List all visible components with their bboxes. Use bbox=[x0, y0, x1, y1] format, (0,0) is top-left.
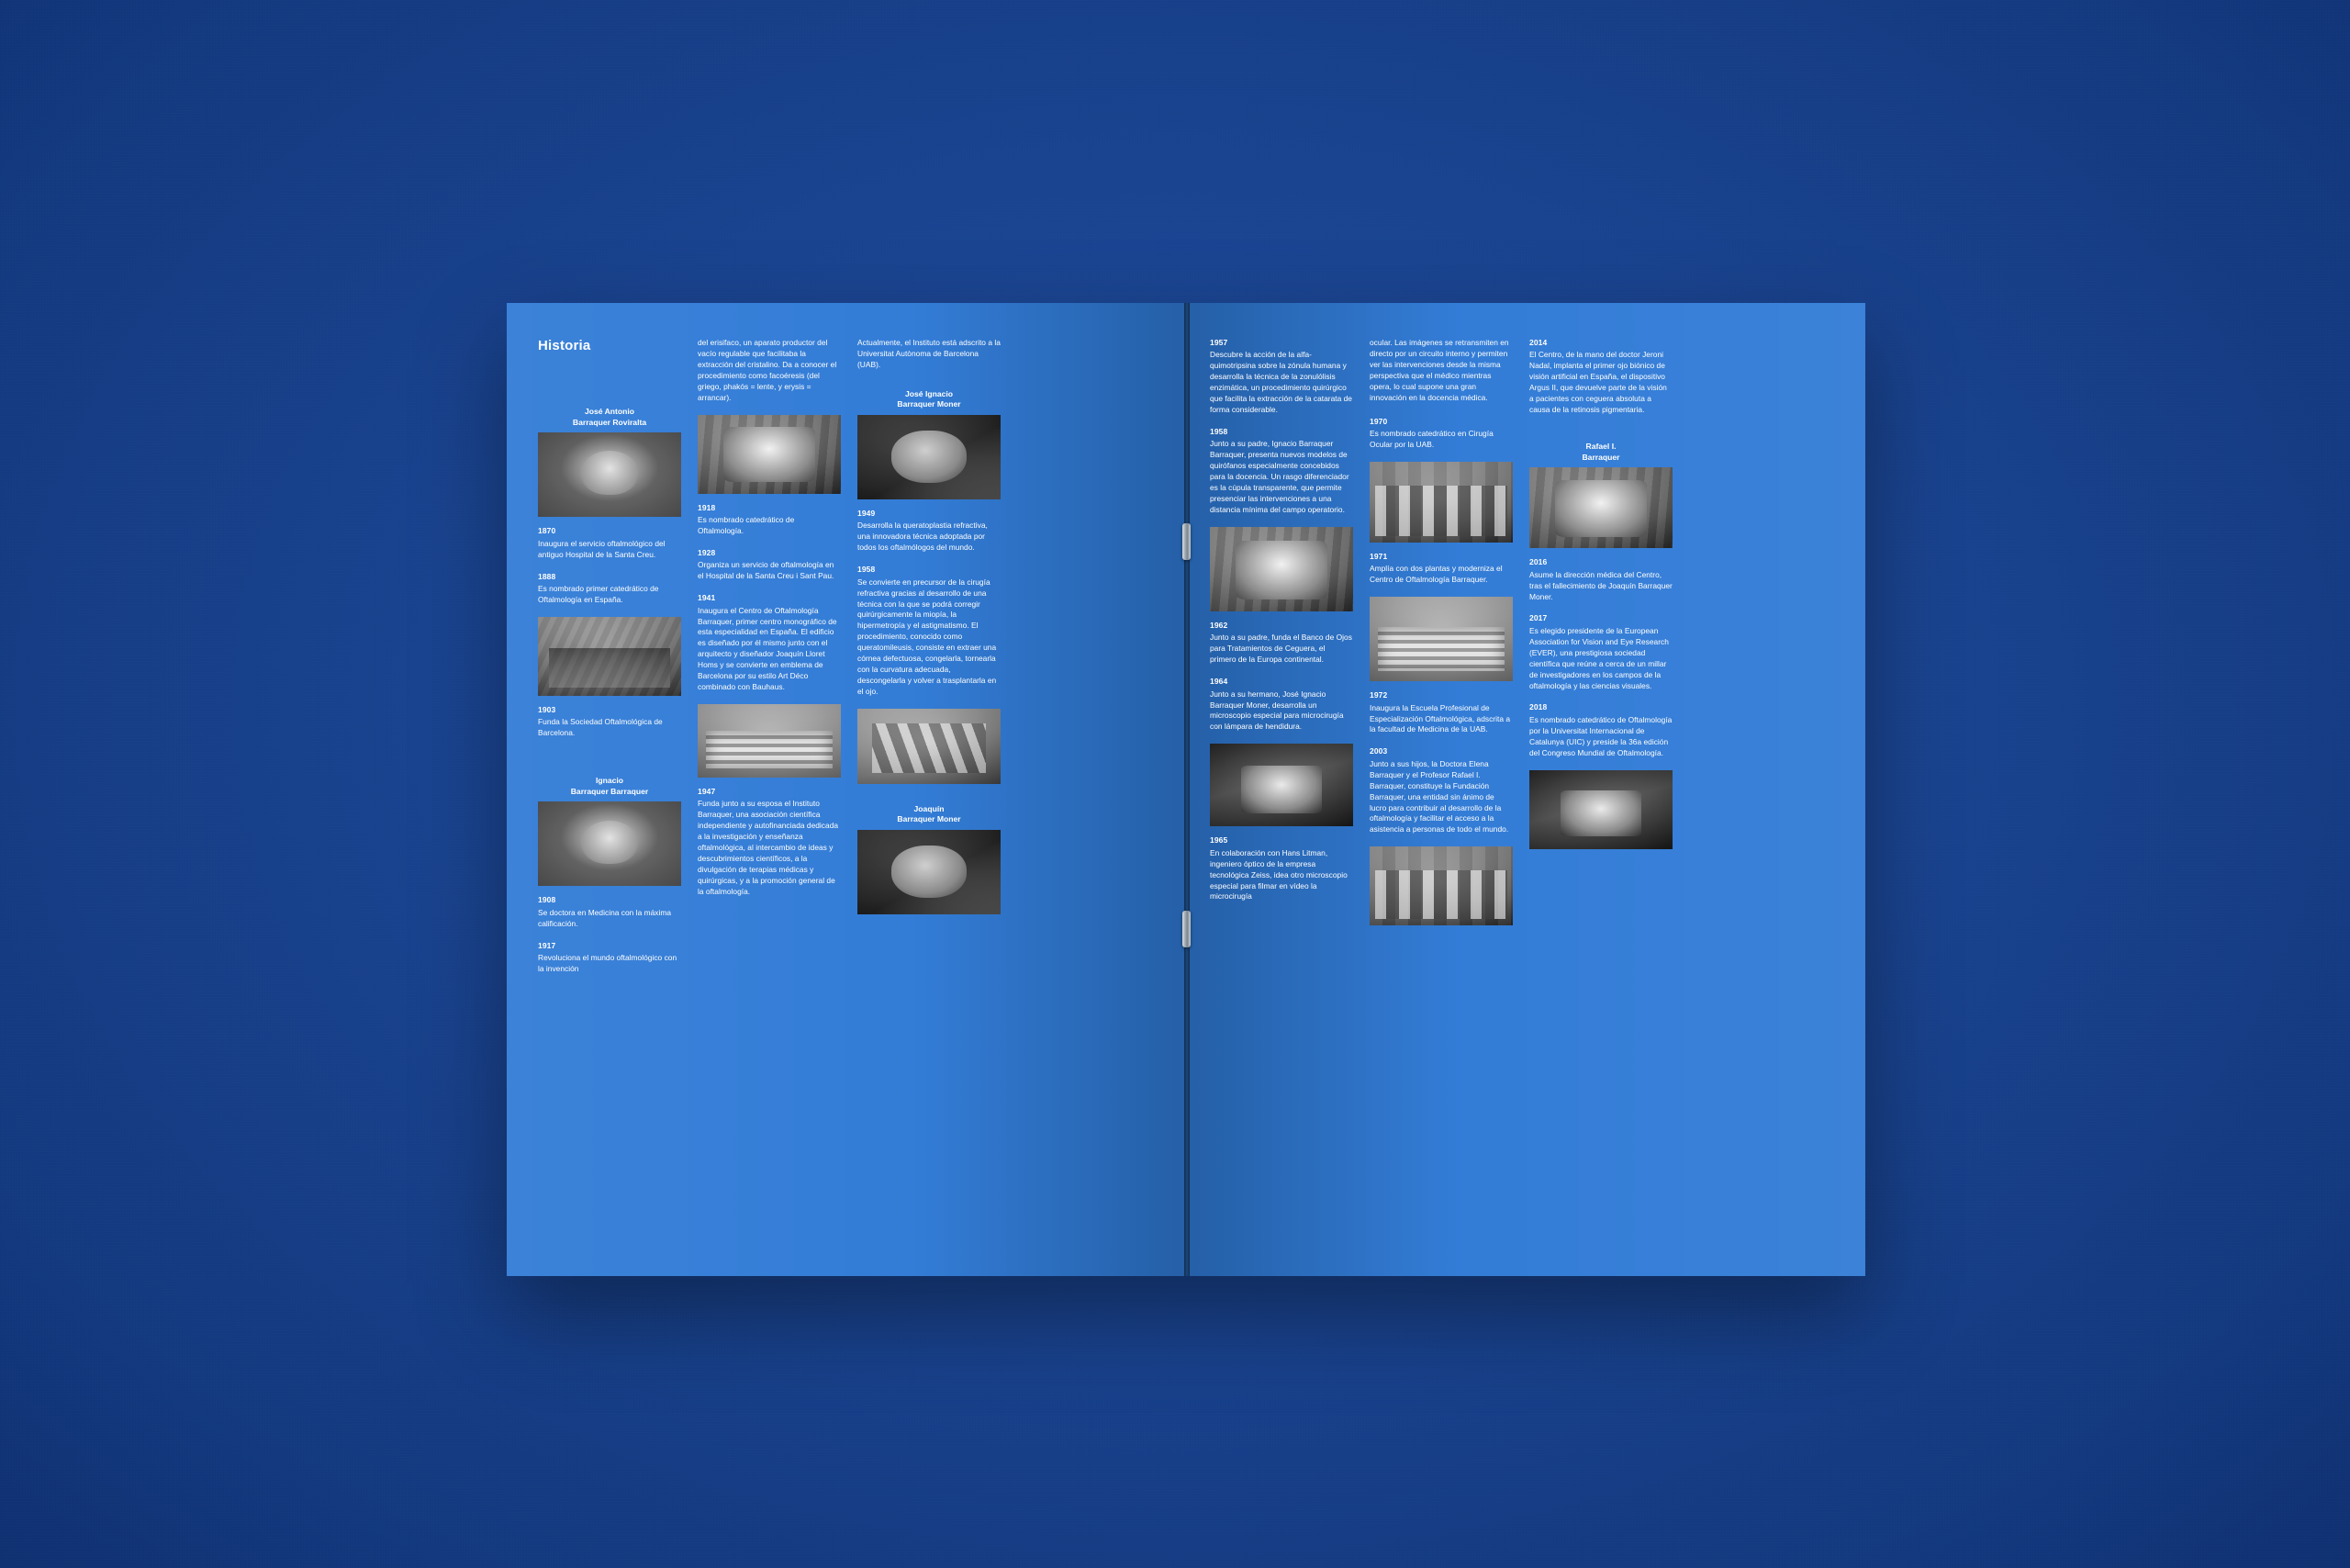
page-title: Historia bbox=[538, 338, 591, 353]
continuation-text-ocular: ocular. Las imágenes se retransmiten en directo por un circuito interno y permiten ver las intervenciones desde la misma perspectiva que el médico mientras opera, lo cual supone una gran innovación en la docencia médica. bbox=[1370, 338, 1509, 402]
right-page bbox=[1186, 303, 1865, 1276]
entry-2014: 2014 El Centro, de la mano del doctor Jeroni Nadal, implanta el primer ojo biónico de visión artificial en España, el dispositivo Argus II, que devuelve parte de la visión a pacientes con ceguera absoluta a causa de la retinosis pigmentaria. bbox=[1529, 338, 1667, 415]
entry-1964: 1964 Junto a su hermano, José Ignacio Barraquer Moner, desarrolla un microscopio especial para microcirugía con lámpara de hendidura. bbox=[1210, 677, 1344, 732]
continuation-text-instituto: Actualmente, el Instituto está adscrito a la Universitat Autònoma de Barcelona (UAB). bbox=[857, 338, 1001, 369]
photo-joaquin-barraquer bbox=[857, 830, 1001, 914]
entry-1965: 1965 En colaboración con Hans Litman, ingeniero óptico de la empresa tecnológica Zeiss, idea otro microscopio especial para filmar en vídeo la microcirugía bbox=[1210, 835, 1348, 902]
continuation-text-erisifaco: del erisifaco, un aparato productor del vacío regulable que facilitaba la extracción del cristalino. Da a conocer el procedimiento como facoéresis (del griego, phakós = lente, y erysis = arrancar). bbox=[698, 338, 837, 402]
photo-jose-antonio-barraquer bbox=[538, 432, 681, 517]
left-column-2 bbox=[698, 338, 841, 1249]
entry-1957: 1957 Descubre la acción de la alfa-quimotripsina sobre la zónula humana y desarrolla la técnica de la zonulólisis enzimática, un procedimiento quirúrgico que facilita la extracción de la catarata de forma considerable. bbox=[1210, 338, 1352, 415]
entry-1941: 1941 Inaugura el Centro de Oftalmología Barraquer, primer centro monográfico de esta especialidad en España. El edificio es diseñado por él mismo junto con el arquitecto y diseñador Joaquín Lloret Homs y se convierte en emblema de Barcelona por su estilo Art Déco combinado con Bauhaus. bbox=[698, 593, 837, 692]
left-column-1 bbox=[538, 338, 681, 1249]
photo-family-foundation bbox=[1370, 846, 1513, 925]
entry-1958-right: 1958 Junto a su padre, Ignacio Barraquer Barraquer, presenta nuevos modelos de quirófanos especialmente concebidos para la docencia. Un rasgo diferenciador es la cúpula transparente, que permite presenciar las intervenciones a una distancia mínima del campo operatorio. bbox=[1210, 427, 1349, 514]
left-column-3 bbox=[857, 338, 1001, 1249]
entry-1903: 1903 Funda la Sociedad Oftalmológica de Barcelona. bbox=[538, 704, 663, 738]
entry-1958: 1958 Se convierte en precursor de la cirugía refractiva gracias al desarrollo de una técnica con la que se podrá corregir quirúrgicamente la miopía, la hipermetropía y el astigmatismo. El procedimiento, conocido como queratomileusis, consiste en extraer una córnea defectuosa, congelarla, tornearla con la curvatura adecuada, descongelarla y volver a trasplantarla en el ojo. bbox=[857, 565, 997, 696]
photo-auditorium bbox=[1370, 462, 1513, 543]
spread-gutter bbox=[1184, 303, 1190, 1276]
entry-1917: 1917 Revoluciona el mundo oftalmológico con la invención bbox=[538, 940, 677, 974]
staple-top bbox=[1182, 523, 1191, 560]
right-column-1 bbox=[1210, 338, 1353, 1249]
person-name-jose-antonio: José Antonio Barraquer Roviralta bbox=[572, 407, 647, 427]
entry-2016: 2016 Asume la dirección médica del Centro, tras el fallecimiento de Joaquín Barraquer Moner. bbox=[1529, 557, 1673, 601]
right-column-2 bbox=[1370, 338, 1513, 1249]
entry-1970: 1970 Es nombrado catedrático en Cirugía Ocular por la UAB. bbox=[1370, 416, 1494, 449]
photo-expanded-building bbox=[1370, 597, 1513, 681]
photo-congress-lecture bbox=[1529, 770, 1673, 849]
person-name-jose-ignacio: José Ignacio Barraquer Moner bbox=[897, 388, 961, 409]
entry-1918: 1918 Es nombrado catedrático de Oftalmología. bbox=[698, 502, 795, 535]
right-column-3 bbox=[1529, 338, 1673, 1249]
entry-1949: 1949 Desarrolla la queratoplastia refractiva, una innovadora técnica adoptada por todos los oftalmólogos del mundo. bbox=[857, 508, 988, 553]
left-page bbox=[507, 303, 1186, 1276]
entry-2003: 2003 Junto a sus hijos, la Doctora Elena Barraquer y el Profesor Rafael I. Barraquer, constituye la Fundación Barraquer, una entidad sin ánimo de lucro para contribuir al desarrollo de la oftalmología y facilitar el acceso a la asistencia a personas de todo el mundo. bbox=[1370, 746, 1509, 834]
photo-microscope-surgery bbox=[1210, 744, 1353, 826]
entry-1888: 1888 Es nombrado primer catedrático de Oftalmología en España. bbox=[538, 571, 659, 604]
brochure-spread bbox=[507, 303, 1865, 1276]
entry-2018: 2018 Es nombrado catedrático de Oftalmología por la Universitat Internacional de Catalunya (UIC) y preside la 36a edición del Congreso Mundial de Oftalmología. bbox=[1529, 702, 1673, 757]
entry-2017: 2017 Es elegido presidente de la European Association for Vision and Eye Research (EVER), una prestigiosa sociedad científica que reúne a cerca de un millar de investigadores en los campos de la oftalmología y las ciencias visuales. bbox=[1529, 613, 1669, 690]
staple-bottom bbox=[1182, 911, 1191, 947]
entry-1972: 1972 Inaugura la Escuela Profesional de Especialización Oftalmológica, adscrita a la facultad de Medicina de la UAB. bbox=[1370, 690, 1511, 734]
entry-1962: 1962 Junto a su padre, funda el Banco de Ojos para Tratamientos de Ceguera, el primero de la Europa continental. bbox=[1210, 620, 1352, 665]
photo-ignacio-barraquer bbox=[538, 801, 681, 886]
photo-barraquer-building bbox=[698, 704, 841, 778]
entry-1928: 1928 Organiza un servicio de oftalmología en el Hospital de la Santa Creu i Sant Pau. bbox=[698, 547, 834, 581]
photo-surgery-equipment bbox=[698, 415, 841, 494]
person-name-joaquin: Joaquín Barraquer Moner bbox=[897, 803, 961, 824]
photo-rafael-barraquer bbox=[1529, 467, 1673, 548]
photo-operating-room bbox=[857, 709, 1001, 784]
entry-1947: 1947 Funda junto a su esposa el Instituto Barraquer, una asociación científica independiente y autofinanciada dedicada a la investigación y enseñanza oftalmológica, al intercambio de ideas y descubrimientos científicos, a la divulgación de terapias médicas y quirúrgicas, y a la promoción general de la oftalmología. bbox=[698, 787, 839, 896]
person-name-ignacio: Ignacio Barraquer Barraquer bbox=[570, 776, 649, 796]
entry-1870: 1870 Inaugura el servicio oftalmológico del antiguo Hospital de la Santa Creu. bbox=[538, 526, 666, 559]
entry-1971: 1971 Amplía con dos plantas y moderniza el Centro de Oftalmología Barraquer. bbox=[1370, 551, 1503, 585]
entry-1908: 1908 Se doctora en Medicina con la máxima calificación. bbox=[538, 895, 672, 928]
photo-historic-group bbox=[538, 617, 681, 696]
photo-jose-ignacio-barraquer bbox=[857, 415, 1001, 499]
photo-operating-dome bbox=[1210, 527, 1353, 611]
person-name-rafael: Rafael I. Barraquer bbox=[1582, 442, 1620, 462]
